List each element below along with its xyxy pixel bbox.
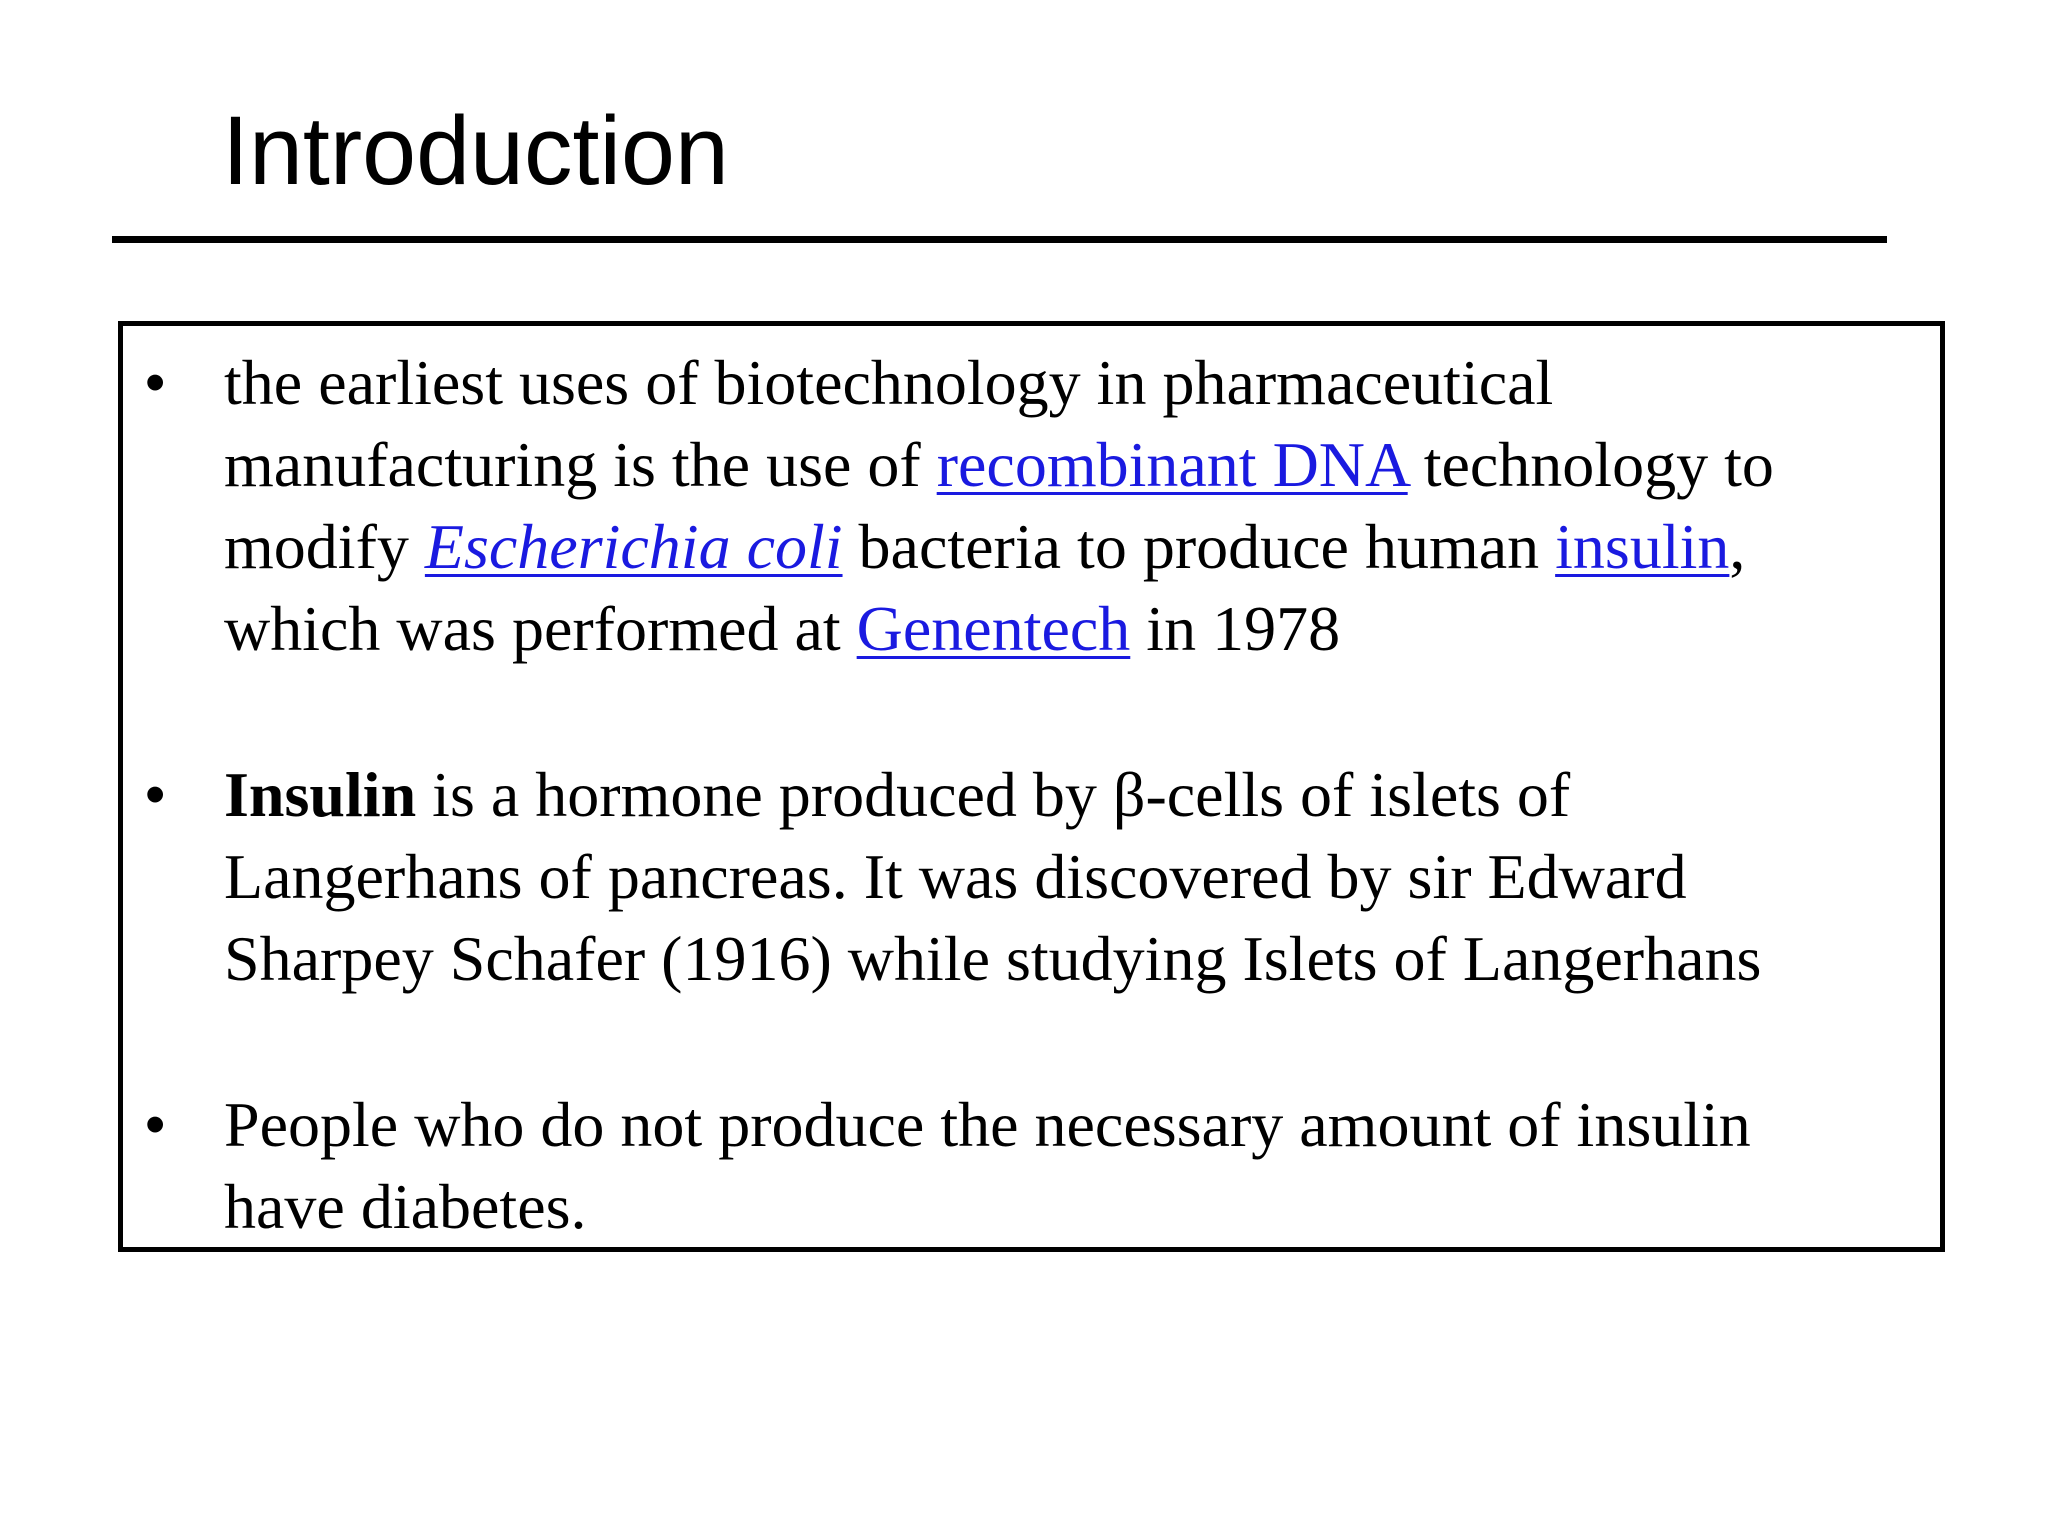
text-run: is a hormone produced by β-cells of islets of — [416, 759, 1571, 830]
text-run: the earliest uses of biotechnology in pharmaceutical — [224, 347, 1554, 418]
insulin-link[interactable]: insulin — [1555, 511, 1730, 582]
text-line — [224, 836, 1924, 918]
text-line — [224, 424, 1924, 506]
text-run: modify — [224, 511, 425, 582]
content-box — [118, 321, 1945, 1252]
text-run: Sharpey Schafer (1916) while studying Islets of Langerhans — [224, 923, 1762, 994]
bullet-marker: • — [145, 762, 166, 827]
bullet-text — [224, 1084, 1924, 1248]
escherichia-coli-link[interactable]: Escherichia coli — [424, 511, 843, 582]
bullet-text — [224, 342, 1924, 670]
genentech-link[interactable]: Genentech — [856, 593, 1131, 664]
title-divider — [112, 236, 1887, 243]
text-run: bacteria to produce human — [842, 511, 1556, 582]
text-line — [224, 754, 1924, 836]
text-run: People who do not produce the necessary amount of insulin — [224, 1089, 1751, 1160]
bullet-text — [224, 754, 1924, 1000]
text-run: which was performed at — [224, 593, 857, 664]
text-run: technology to — [1407, 429, 1774, 500]
text-run: Langerhans of pancreas. It was discovered by sir Edward — [224, 841, 1687, 912]
text-run: manufacturing is the use of — [224, 429, 937, 500]
text-line — [224, 918, 1924, 1000]
text-line — [224, 588, 1924, 670]
text-line — [224, 1166, 1924, 1248]
insulin-term: Insulin — [224, 759, 417, 830]
recombinant-dna-link[interactable]: recombinant DNA — [936, 429, 1408, 500]
text-line — [224, 506, 1924, 588]
slide-title: Introduction — [222, 96, 729, 205]
text-run: in 1978 — [1130, 593, 1341, 664]
text-run: , — [1729, 511, 1746, 582]
text-line — [224, 342, 1924, 424]
text-line — [224, 1084, 1924, 1166]
text-run: have diabetes. — [224, 1171, 587, 1242]
bullet-marker: • — [145, 350, 166, 415]
bullet-marker: • — [145, 1092, 166, 1157]
